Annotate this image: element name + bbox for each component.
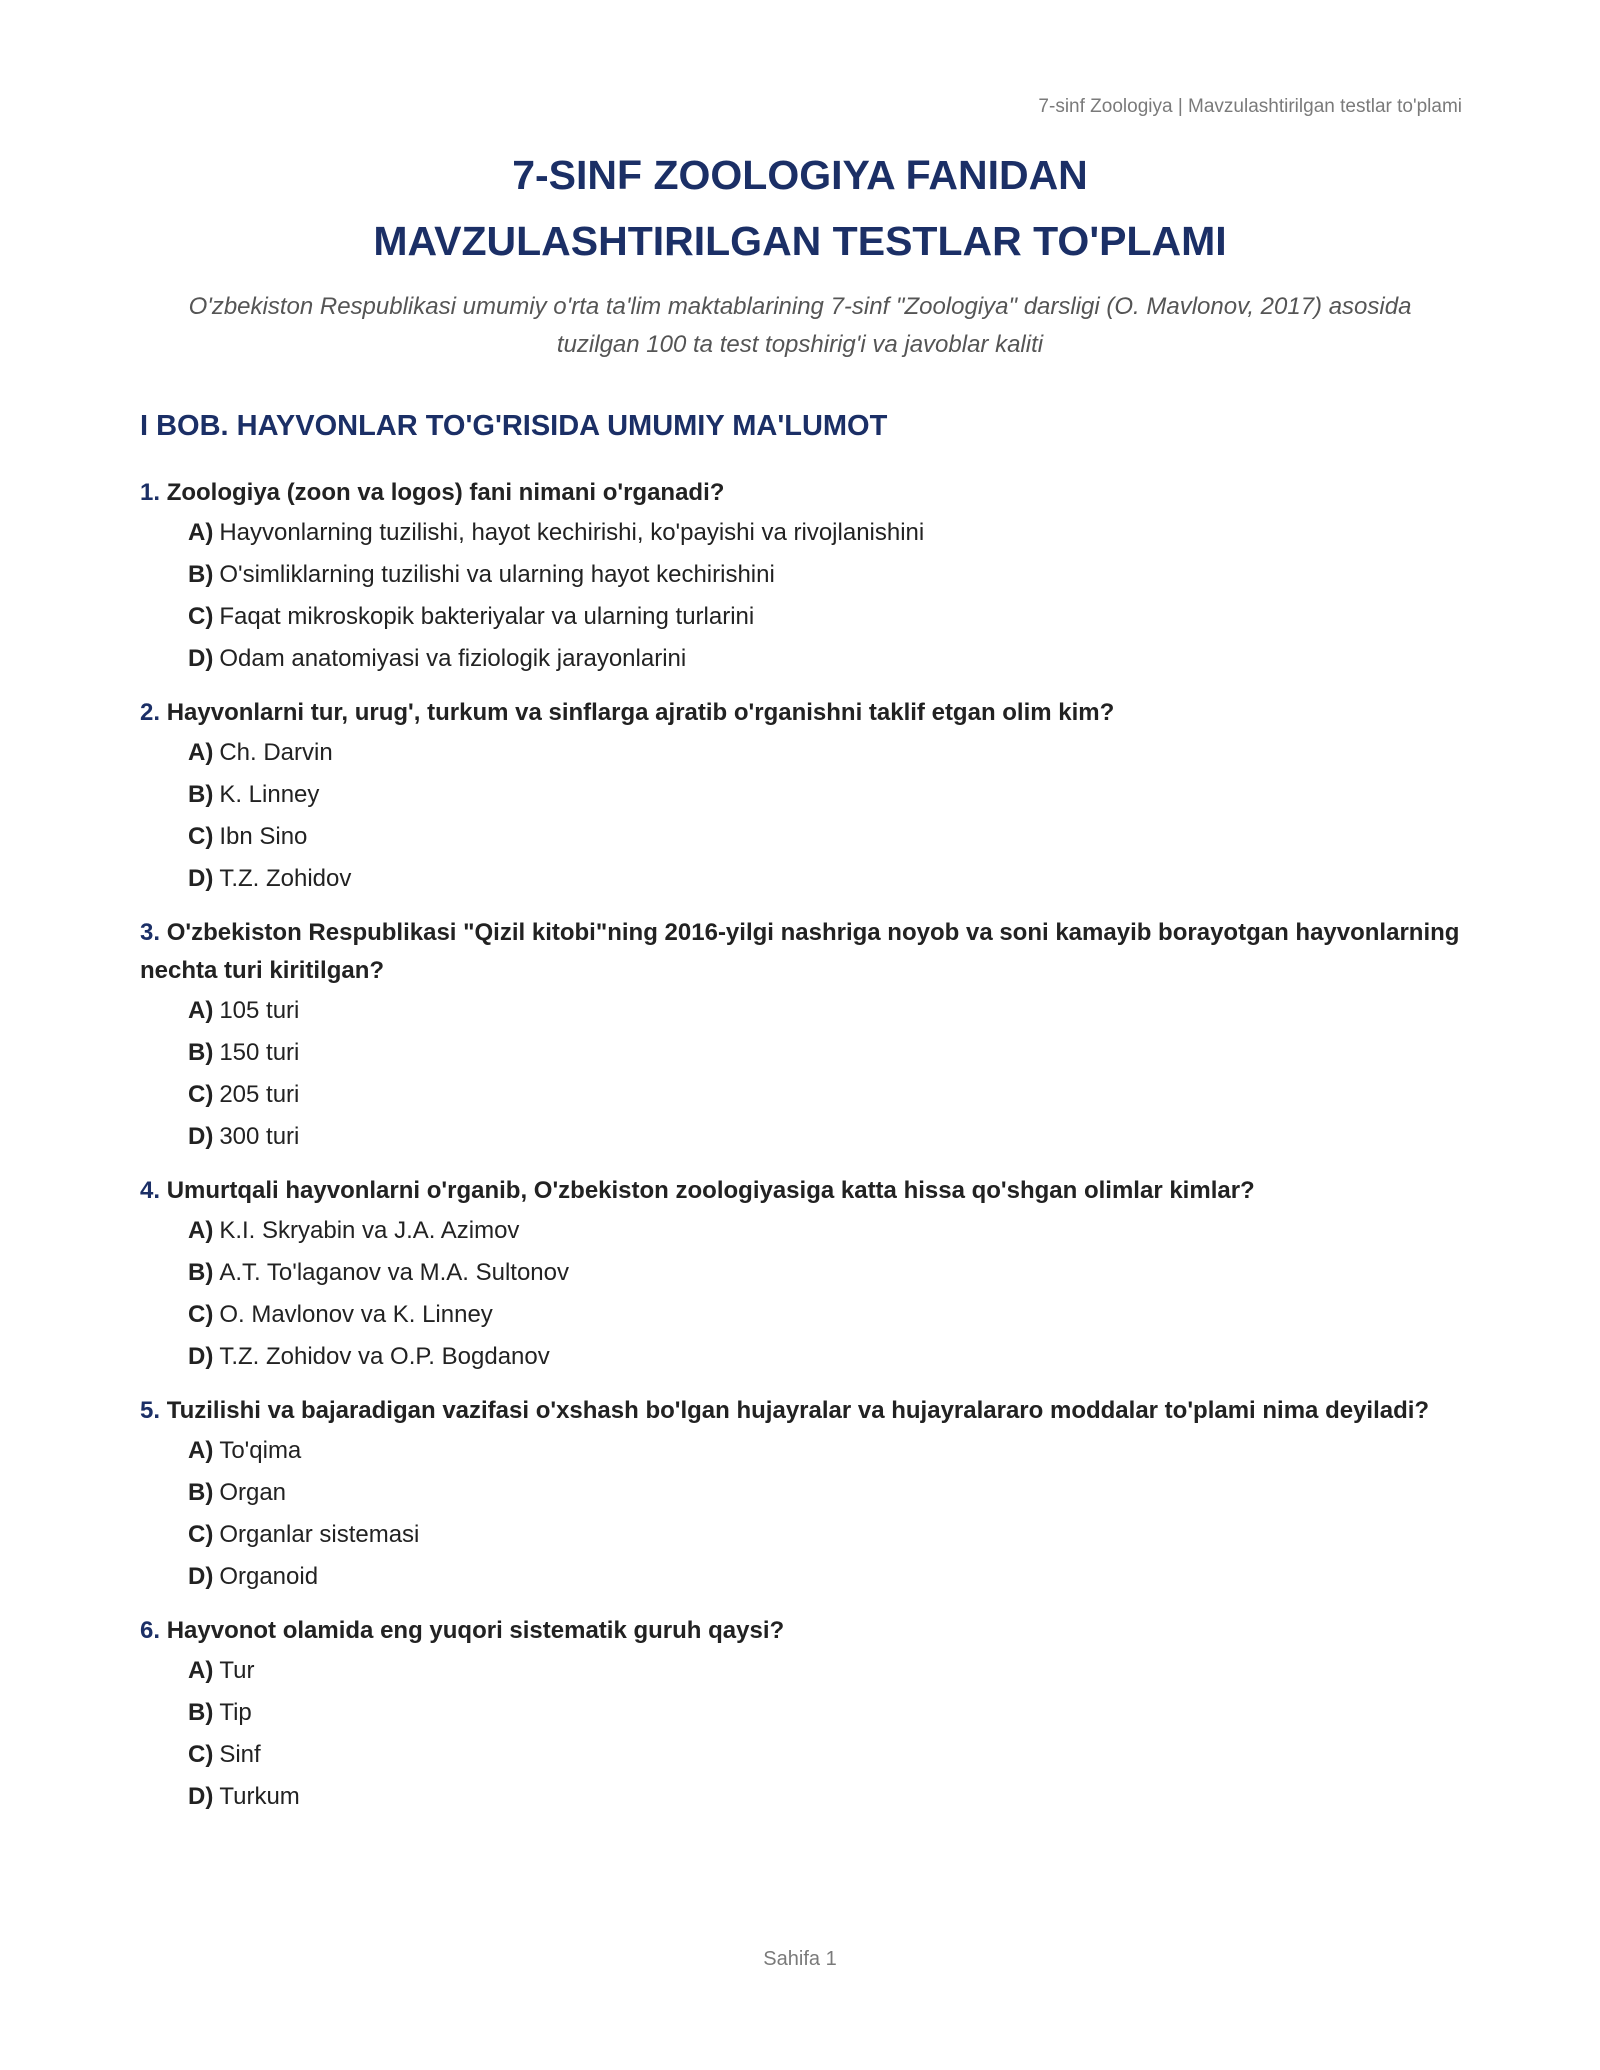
question-number: 1. bbox=[140, 479, 161, 506]
option-text: Hayvonlarning tuzilishi, hayot kechirishi, ko'payishi va rivojlanishini bbox=[219, 519, 925, 546]
question-number: 2. bbox=[140, 699, 161, 726]
answer-option bbox=[140, 1734, 1460, 1776]
page-footer: Sahifa 1 bbox=[763, 1948, 837, 1970]
answer-option bbox=[140, 1294, 1460, 1336]
option-text: Organoid bbox=[219, 1563, 319, 1590]
answer-option bbox=[140, 1210, 1460, 1252]
option-letter: A) bbox=[188, 739, 214, 766]
option-text: Organ bbox=[219, 1479, 287, 1506]
option-letter: A) bbox=[188, 1657, 214, 1684]
answer-option bbox=[140, 1776, 1460, 1818]
question-body: Tuzilishi va bajaradigan vazifasi o'xshash bo'lgan hujayralar va hujayralararo moddalar to'plami nima deyiladi? bbox=[166, 1397, 1430, 1424]
option-letter: D) bbox=[188, 865, 214, 892]
option-letter: A) bbox=[188, 1217, 214, 1244]
question-item bbox=[140, 474, 1460, 680]
answer-option bbox=[140, 1514, 1460, 1556]
answer-option bbox=[140, 1556, 1460, 1598]
question-item bbox=[140, 1612, 1460, 1818]
question-text bbox=[140, 1612, 1460, 1650]
option-letter: B) bbox=[188, 1039, 214, 1066]
question-number: 5. bbox=[140, 1397, 161, 1424]
option-text: 150 turi bbox=[219, 1039, 300, 1066]
section-heading: I BOB. HAYVONLAR TO'G'RISIDA UMUMIY MA'LUMOT bbox=[140, 410, 888, 442]
option-text: Faqat mikroskopik bakteriyalar va ularning turlarini bbox=[219, 603, 755, 630]
option-letter: C) bbox=[188, 603, 214, 630]
answer-option bbox=[140, 1430, 1460, 1472]
option-letter: C) bbox=[188, 1081, 214, 1108]
answer-option bbox=[140, 512, 1460, 554]
question-body: Zoologiya (zoon va logos) fani nimani o'rganadi? bbox=[166, 479, 725, 506]
option-text: Ch. Darvin bbox=[219, 739, 333, 766]
option-text: 300 turi bbox=[219, 1123, 300, 1150]
question-list bbox=[140, 474, 1460, 1832]
answer-option bbox=[140, 1650, 1460, 1692]
option-letter: D) bbox=[188, 645, 214, 672]
option-letter: C) bbox=[188, 823, 214, 850]
question-body: Hayvonlarni tur, urug', turkum va sinflarga ajratib o'rganishni taklif etgan olim kim? bbox=[166, 699, 1115, 726]
option-letter: C) bbox=[188, 1301, 214, 1328]
answer-option bbox=[140, 1472, 1460, 1514]
question-number: 4. bbox=[140, 1177, 161, 1204]
question-body: Umurtqali hayvonlarni o'rganib, O'zbekiston zoologiyasiga katta hissa qo'shgan olimlar kimlar? bbox=[166, 1177, 1255, 1204]
question-item bbox=[140, 1172, 1460, 1378]
title-block bbox=[140, 142, 1460, 364]
option-text: To'qima bbox=[219, 1437, 302, 1464]
answer-option bbox=[140, 1116, 1460, 1158]
question-text bbox=[140, 1392, 1460, 1430]
answer-option bbox=[140, 990, 1460, 1032]
option-letter: B) bbox=[188, 561, 214, 588]
option-text: T.Z. Zohidov bbox=[219, 865, 352, 892]
option-letter: D) bbox=[188, 1343, 214, 1370]
option-letter: D) bbox=[188, 1563, 214, 1590]
option-letter: B) bbox=[188, 1479, 214, 1506]
option-text: Odam anatomiyasi va fiziologik jarayonlarini bbox=[219, 645, 687, 672]
option-text: K. Linney bbox=[219, 781, 320, 808]
question-number: 6. bbox=[140, 1617, 161, 1644]
option-letter: B) bbox=[188, 781, 214, 808]
answer-option bbox=[140, 1074, 1460, 1116]
option-text: T.Z. Zohidov va O.P. Bogdanov bbox=[219, 1343, 550, 1370]
option-text: Turkum bbox=[219, 1783, 300, 1810]
answer-option bbox=[140, 858, 1460, 900]
option-letter: D) bbox=[188, 1783, 214, 1810]
option-text: 205 turi bbox=[219, 1081, 300, 1108]
option-letter: B) bbox=[188, 1259, 214, 1286]
option-letter: D) bbox=[188, 1123, 214, 1150]
option-text: Tur bbox=[219, 1657, 255, 1684]
question-number: 3. bbox=[140, 919, 161, 946]
option-text: Organlar sistemasi bbox=[219, 1521, 420, 1548]
option-letter: C) bbox=[188, 1741, 214, 1768]
option-letter: B) bbox=[188, 1699, 214, 1726]
option-text: O. Mavlonov va K. Linney bbox=[219, 1301, 493, 1328]
answer-option bbox=[140, 732, 1460, 774]
answer-option bbox=[140, 774, 1460, 816]
answer-option bbox=[140, 638, 1460, 680]
answer-option bbox=[140, 596, 1460, 638]
question-body: Hayvonot olamida eng yuqori sistematik guruh qaysi? bbox=[166, 1617, 785, 1644]
question-text bbox=[140, 914, 1460, 990]
option-text: K.I. Skryabin va J.A. Azimov bbox=[219, 1217, 520, 1244]
option-letter: C) bbox=[188, 1521, 214, 1548]
answer-option bbox=[140, 1692, 1460, 1734]
document-title-line-2: MAVZULASHTIRILGAN TESTLAR TO'PLAMI bbox=[373, 218, 1227, 264]
question-text bbox=[140, 694, 1460, 732]
answer-option bbox=[140, 1336, 1460, 1378]
question-text bbox=[140, 474, 1460, 512]
option-text: O'simliklarning tuzilishi va ularning hayot kechirishini bbox=[219, 561, 775, 588]
option-text: Tip bbox=[219, 1699, 252, 1726]
answer-option bbox=[140, 1252, 1460, 1294]
option-letter: A) bbox=[188, 997, 214, 1024]
answer-option bbox=[140, 554, 1460, 596]
question-text bbox=[140, 1172, 1460, 1210]
answer-option bbox=[140, 1032, 1460, 1074]
document-title-line-1: 7-SINF ZOOLOGIYA FANIDAN bbox=[512, 152, 1088, 198]
answer-option bbox=[140, 816, 1460, 858]
question-item bbox=[140, 1392, 1460, 1598]
option-text: 105 turi bbox=[219, 997, 300, 1024]
option-letter: A) bbox=[188, 519, 214, 546]
option-letter: A) bbox=[188, 1437, 214, 1464]
running-header: 7-sinf Zoologiya | Mavzulashtirilgan testlar to'plami bbox=[1038, 96, 1462, 117]
option-text: Ibn Sino bbox=[219, 823, 308, 850]
document-subtitle: O'zbekiston Respublikasi umumiy o'rta ta'lim maktablarining 7-sinf "Zoologiya" darsligi (O. Mavlonov, 2017) asosida tuzilgan 100 ta test topshirig'i va javoblar kaliti bbox=[188, 293, 1412, 358]
question-item bbox=[140, 694, 1460, 900]
question-item bbox=[140, 914, 1460, 1158]
option-text: A.T. To'laganov va M.A. Sultonov bbox=[219, 1259, 569, 1286]
question-body: O'zbekiston Respublikasi "Qizil kitobi"ning 2016-yilgi nashriga noyob va soni kamayib borayotgan hayvonlarning nechta turi kiritilgan? bbox=[140, 919, 1460, 984]
option-text: Sinf bbox=[219, 1741, 261, 1768]
